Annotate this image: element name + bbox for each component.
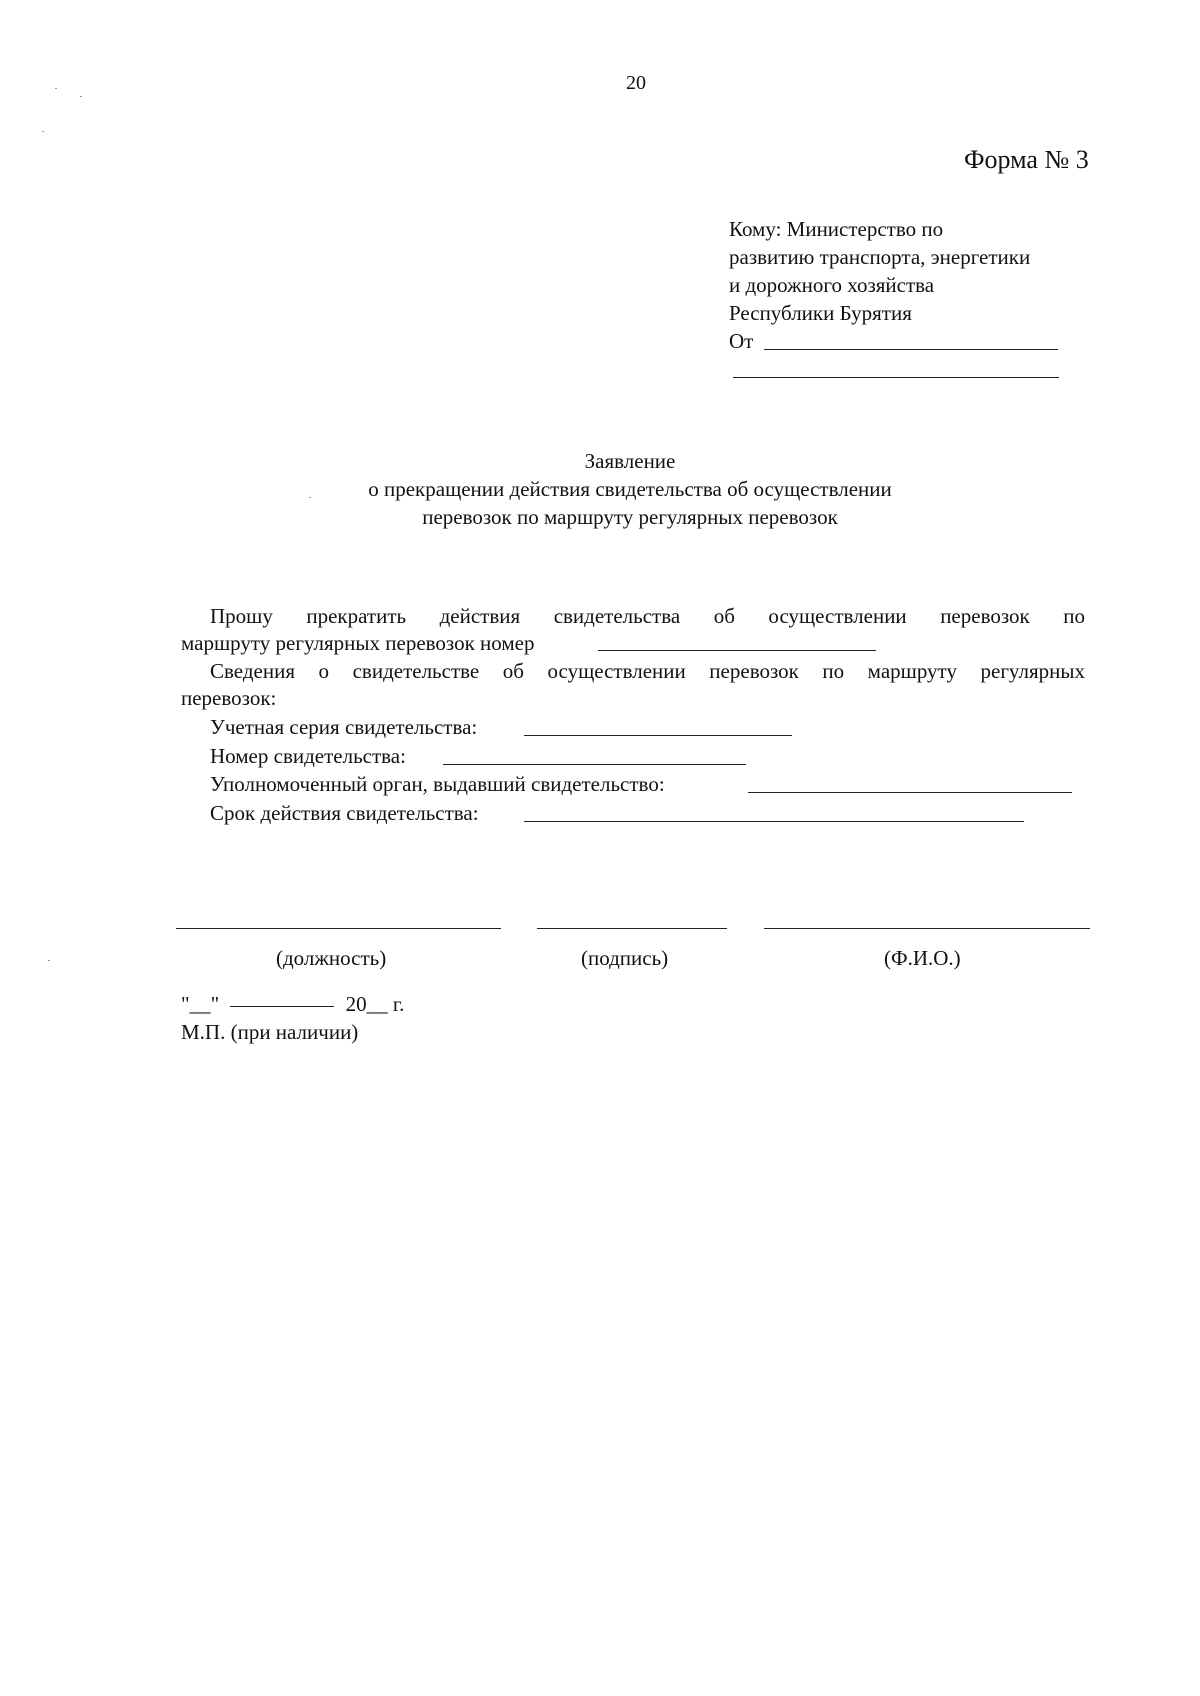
signature-field-line[interactable] bbox=[537, 928, 727, 929]
request-paragraph-line: Прошу прекратить действия свидетельства об осуществлении перевозок по bbox=[210, 604, 1085, 628]
addressee-line: Кому: Министерство по bbox=[729, 217, 944, 241]
date-year-suffix[interactable]: __ г. bbox=[366, 992, 405, 1016]
addressee-line: и дорожного хозяйства bbox=[729, 273, 935, 297]
position-field-line[interactable] bbox=[176, 928, 501, 929]
validity-term-field-line[interactable] bbox=[524, 821, 1024, 822]
request-paragraph-line: маршруту регулярных перевозок номер bbox=[181, 631, 535, 655]
fio-field-line[interactable] bbox=[764, 928, 1090, 929]
authority-label: Уполномоченный орган, выдавший свидетельство: bbox=[210, 772, 665, 796]
series-field-line[interactable] bbox=[524, 735, 792, 736]
scan-speck bbox=[80, 96, 82, 97]
series-label: Учетная серия свидетельства: bbox=[210, 715, 478, 739]
form-number: Форма № 3 bbox=[964, 145, 1089, 174]
authority-field-line[interactable] bbox=[748, 792, 1072, 793]
addressee-line: Республики Бурятия bbox=[729, 301, 912, 325]
date-month-field-line[interactable] bbox=[230, 1006, 334, 1007]
addressee-block bbox=[729, 215, 1030, 355]
details-paragraph-line: перевозок: bbox=[181, 686, 277, 710]
details-paragraph-line: Сведения о свидетельстве об осуществлении перевозок по маршруту регулярных bbox=[210, 659, 1085, 683]
position-caption: (должность) bbox=[276, 946, 387, 970]
seal-note: М.П. (при наличии) bbox=[181, 1020, 359, 1044]
from-label: От bbox=[729, 329, 754, 353]
title-line: о прекращении действия свидетельства об осуществлении bbox=[368, 477, 892, 501]
fio-caption: (Ф.И.О.) bbox=[884, 946, 961, 970]
page-number: 20 bbox=[626, 72, 646, 94]
date-day-field[interactable]: "__" bbox=[181, 992, 220, 1016]
signature-caption: (подпись) bbox=[581, 946, 669, 970]
from-field-line-2[interactable] bbox=[733, 377, 1059, 378]
title-line: Заявление bbox=[584, 449, 676, 473]
title-line: перевозок по маршруту регулярных перевозок bbox=[422, 505, 838, 529]
document-title bbox=[280, 447, 980, 531]
route-number-field-line[interactable] bbox=[598, 650, 876, 651]
addressee-line: развитию транспорта, энергетики bbox=[729, 245, 1031, 269]
date-line bbox=[181, 991, 404, 1017]
scan-speck bbox=[42, 131, 44, 132]
from-field-line[interactable] bbox=[764, 349, 1058, 350]
certificate-number-label: Номер свидетельства: bbox=[210, 744, 406, 768]
date-year-prefix: 20 bbox=[345, 992, 367, 1016]
scan-speck bbox=[48, 960, 50, 961]
certificate-number-field-line[interactable] bbox=[443, 764, 746, 765]
scan-speck bbox=[55, 88, 57, 89]
validity-term-label: Срок действия свидетельства: bbox=[210, 801, 479, 825]
